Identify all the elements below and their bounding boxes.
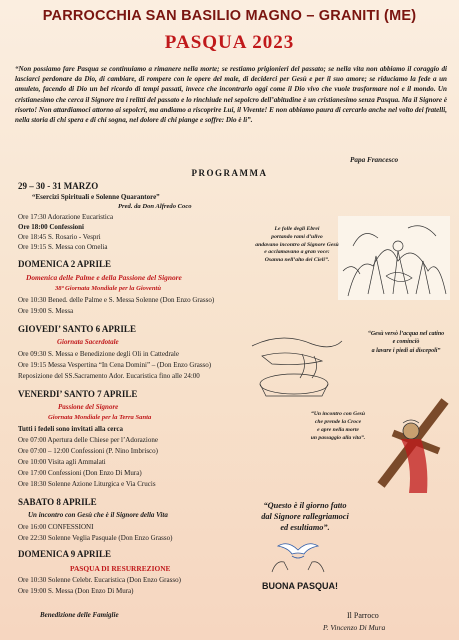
giovedi-item-3: Reposizione del SS.Sacramento Ador. Eucaristica fino alle 24:00 xyxy=(18,372,200,380)
giovedi-item-2: Ore 19:15 Messa Vespertina “In Cena Domini” – (Don Enzo Grasso) xyxy=(18,361,212,369)
croce-quote-line: “Un incontro con Gesù xyxy=(311,411,365,417)
cross-illustration xyxy=(373,393,453,495)
domenica9-item-1: Ore 10:30 Solenne Celebr. Eucaristica (Don Enzo Grasso) xyxy=(18,576,181,584)
pasqua-quote-line: ed esultiamo”. xyxy=(280,523,330,532)
domenica9-title: PASQUA DI RESURREZIONE xyxy=(70,564,171,573)
venerdi-item-3: Ore 07:00 – 12:00 Confessioni (P. Nino Imbrisco) xyxy=(18,447,158,455)
venerdi-item-4: Ore 10:00 Visita agli Ammalati xyxy=(18,458,106,466)
intro-signature: Papa Francesco xyxy=(350,156,399,164)
pasqua-quote-line: “Questo è il giorno fatto xyxy=(263,501,347,510)
venerdi-day: VENERDI’ SANTO 7 APRILE xyxy=(18,389,138,399)
marzo-by: Pred. da Don Alfredo Coco xyxy=(118,203,192,210)
giovedi-item-1: Ore 09:30 S. Messa e Benedizione degli Oli in Cattedrale xyxy=(18,350,179,358)
venerdi-item-5: Ore 17:00 Confessioni (Don Enzo Di Mura) xyxy=(18,469,142,477)
domenica2-day: DOMENICA 2 APRILE xyxy=(18,259,112,269)
giovedi-day: GIOVEDI’ SANTO 6 APRILE xyxy=(18,324,136,334)
sabato-title: Un incontro con Gesù che è il Signore della Vita xyxy=(28,511,168,519)
domenica2-item-1: Ore 10:30 Bened. delle Palme e S. Messa Solenne (Don Enzo Grasso) xyxy=(18,296,215,304)
parish-title: PARROCCHIA SAN BASILIO MAGNO – GRANITI (ME) xyxy=(42,8,417,24)
croce-quote-line: che prende la Croce xyxy=(314,419,362,425)
giovedi-title: Giornata Sacerdotale xyxy=(57,338,119,346)
venerdi-item-6: Ore 18:30 Solenne Azione Liturgica e Via Crucis xyxy=(18,480,156,488)
marzo-item-3: Ore 18:45 S. Rosario - Vespri xyxy=(18,233,101,241)
palme-quote-line: Osanna nell’alto dei Cieli”. xyxy=(264,257,330,264)
palme-quote-line: andavano incontro al Signore Gesù xyxy=(255,241,339,248)
domenica2-subtitle: 38ª Giornata Mondiale per la Gioventù xyxy=(55,285,161,292)
domenica2-title: Domenica delle Palme e della Passione del Signore xyxy=(26,273,182,282)
pasqua-quote-line: dal Signore rallegriamoci xyxy=(261,512,349,521)
venerdi-item-1: Tutti i fedeli sono invitati alla cerca xyxy=(18,425,123,433)
lavanda-quote xyxy=(358,330,454,355)
lavanda-quote-line: e cominciò xyxy=(392,339,420,346)
dove-hands-icon xyxy=(262,540,334,574)
marzo-title: “Esercizi Spirituali e Solenne Quarantore” xyxy=(32,193,160,201)
croce-quote-line: e apre nella morte xyxy=(317,427,359,433)
footer-left: Benedizione delle Famiglie xyxy=(40,611,119,619)
lavanda-quote-line: a lavare i piedi ai discepoli” xyxy=(371,347,441,354)
page-title: PASQUA 2023 xyxy=(164,32,295,53)
foot-washing-illustration xyxy=(232,326,358,400)
sabato-day: SABATO 8 APRILE xyxy=(18,497,97,507)
pasqua-quote xyxy=(240,500,370,533)
footer-right-name: P. Vincenzo Di Mura xyxy=(323,623,386,632)
domenica2-item-2: Ore 19:00 S. Messa xyxy=(18,307,74,315)
venerdi-item-2: Ore 07:00 Apertura delle Chiese per l’Adorazione xyxy=(18,436,158,444)
programma-heading: PROGRAMMA xyxy=(191,168,268,178)
palme-quote xyxy=(250,226,344,265)
marzo-item-2: Ore 18:00 Confessioni xyxy=(18,223,84,231)
intro-quote: “Non possiamo fare Pasqua se continuiamo a rimanere nella morte; se restiamo prigionieri del passato; se nella vita non abbiamo il coraggio di lasciarci perdonare da Dio, di cambiare, di rompere con le opere del male, di deciderci per Gesù e per il suo amore; se riduciamo la fede a un amuleto, facendo di Dio un bel ricordo di tempi passati, invece che incontrarlo oggi come il Dio vivo che vuole trasformare noi e il mondo. Un cristianesimo che cerca il Signore tra i relitti del passato e lo rinchiude nel sepolcro dell’abitudine è un cristianesimo senza Pasqua. Ma il Signore è risorto! Non attardiamoci attorno ai sepolcri, ma andiamo a riscoprire Lui, il Vivente! E non abbiamo paura di cercarlo anche nel volto dei fratelli, nella storia di chi spera e di chi sogna, nel dolore di chi piange e soffre: Dio è lì”. xyxy=(15,65,447,125)
venerdi-title: Passione del Signore xyxy=(58,403,119,411)
palme-quote-line: e acclamavano a gran voce: xyxy=(264,249,330,256)
marzo-item-4: Ore 19:15 S. Messa con Omelia xyxy=(18,243,108,251)
palm-sunday-illustration xyxy=(338,216,450,300)
croce-quote xyxy=(296,410,380,442)
palme-quote-line: portando rami d’ulivo xyxy=(271,233,323,240)
lavanda-quote-line: “Gesù versò l’acqua nel catino xyxy=(367,331,445,337)
domenica9-item-2: Ore 19:00 S. Messa (Don Enzo Di Mura) xyxy=(18,587,134,595)
croce-quote-line: un passaggio alla vita”. xyxy=(310,435,366,441)
marzo-item-1: Ore 17:30 Adorazione Eucaristica xyxy=(18,213,114,221)
sabato-item-2: Ore 22:30 Solenne Veglia Pasquale (Don Enzo Grasso) xyxy=(18,534,173,542)
venerdi-subtitle: Giornata Mondiale per la Terra Santa xyxy=(48,414,152,421)
footer-right-title: Il Parroco xyxy=(347,611,379,620)
domenica9-day: DOMENICA 9 APRILE xyxy=(18,549,112,559)
marzo-day: 29 – 30 - 31 MARZO xyxy=(18,181,99,191)
buona-pasqua: BUONA PASQUA! xyxy=(262,581,338,591)
palme-quote-line: Le folle degli Ebrei xyxy=(274,226,320,232)
sabato-item-1: Ore 16:00 CONFESSIONI xyxy=(18,523,94,531)
